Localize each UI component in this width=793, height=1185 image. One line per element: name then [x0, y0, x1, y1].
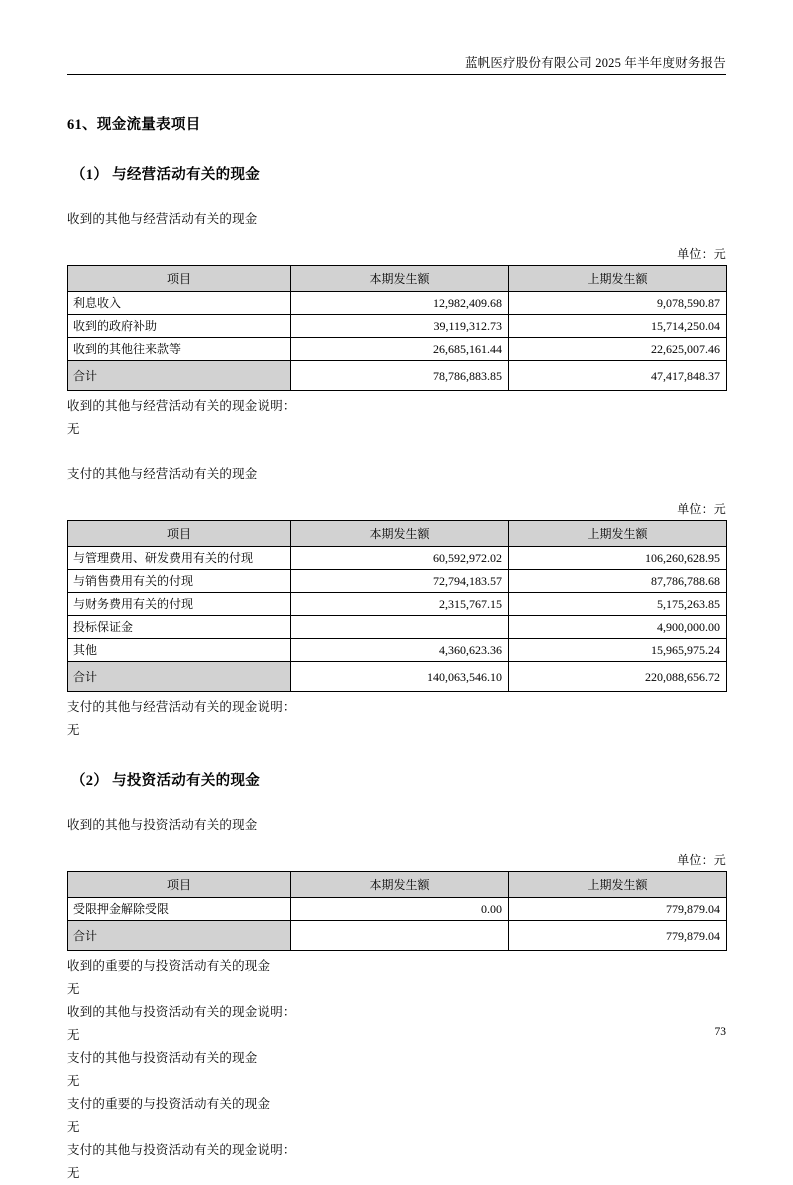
investing-note-0-label: 收到的重要的与投资活动有关的现金: [67, 959, 271, 973]
cell-previous: 87,786,788.68: [509, 570, 727, 593]
subsection-2-heading: （2） 与投资活动有关的现金: [71, 773, 261, 789]
table-row: [68, 639, 727, 662]
page-number: 73: [714, 1026, 726, 1038]
cell-current: 0.00: [291, 898, 509, 921]
cell-previous: 106,260,628.95: [509, 547, 727, 570]
cell-current-total: 140,063,546.10: [291, 662, 509, 692]
cell-current: 72,794,183.57: [291, 570, 509, 593]
table-total-row: [68, 361, 727, 391]
investing-received-unit: 单位：元: [677, 853, 726, 867]
investing-received-lead: 收到的其他与投资活动有关的现金: [67, 818, 258, 832]
cell-previous: 779,879.04: [509, 898, 727, 921]
table-header-row: [68, 521, 727, 547]
cell-item: 其他: [68, 639, 291, 662]
table-row: [68, 616, 727, 639]
cell-item: 收到的政府补助: [68, 315, 291, 338]
table-row: [68, 292, 727, 315]
cell-item: 投标保证金: [68, 616, 291, 639]
table-row: [68, 315, 727, 338]
cell-current-total: [291, 921, 509, 951]
table-row: [68, 570, 727, 593]
cell-previous: 22,625,007.46: [509, 338, 727, 361]
cell-previous: 4,900,000.00: [509, 616, 727, 639]
column-header-item: 项目: [68, 521, 291, 547]
investing-note-2-label: 支付的其他与投资活动有关的现金: [67, 1051, 258, 1065]
table-row: [68, 593, 727, 616]
cell-item: 受限押金解除受限: [68, 898, 291, 921]
column-header-previous: 上期发生额: [509, 872, 727, 898]
table-investing-received: [67, 871, 727, 951]
investing-note-3-value: 无: [67, 1120, 80, 1134]
cell-item: 利息收入: [68, 292, 291, 315]
cell-item-total: 合计: [68, 662, 291, 692]
operating-received-unit: 单位：元: [677, 247, 726, 261]
operating-paid-note-value: 无: [67, 723, 80, 737]
cell-current: 26,685,161.44: [291, 338, 509, 361]
column-header-previous: 上期发生额: [509, 521, 727, 547]
cell-item: 与销售费用有关的付现: [68, 570, 291, 593]
cell-current: [291, 616, 509, 639]
operating-received-note-label: 收到的其他与经营活动有关的现金说明：: [67, 399, 296, 413]
operating-paid-note-label: 支付的其他与经营活动有关的现金说明：: [67, 700, 296, 714]
operating-received-lead: 收到的其他与经营活动有关的现金: [67, 212, 258, 226]
running-header: 蓝帆医疗股份有限公司 2025 年半年度财务报告: [464, 56, 726, 70]
investing-note-1-label: 收到的其他与投资活动有关的现金说明：: [67, 1005, 296, 1019]
column-header-current: 本期发生额: [291, 266, 509, 292]
cell-previous: 5,175,263.85: [509, 593, 727, 616]
table-operating-paid: [67, 520, 727, 692]
investing-note-1-value: 无: [67, 1028, 80, 1042]
cell-current: 60,592,972.02: [291, 547, 509, 570]
subsection-1-heading: （1） 与经营活动有关的现金: [71, 167, 261, 183]
investing-note-0-value: 无: [67, 982, 80, 996]
investing-note-3-label: 支付的重要的与投资活动有关的现金: [67, 1097, 271, 1111]
cell-previous-total: 220,088,656.72: [509, 662, 727, 692]
table-row: [68, 898, 727, 921]
cell-previous-total: 47,417,848.37: [509, 361, 727, 391]
table-row: [68, 547, 727, 570]
cell-item-total: 合计: [68, 921, 291, 951]
column-header-item: 项目: [68, 872, 291, 898]
header-rule: [67, 74, 726, 75]
cell-previous-total: 779,879.04: [509, 921, 727, 951]
table-total-row: [68, 662, 727, 692]
column-header-current: 本期发生额: [291, 872, 509, 898]
cell-current: 4,360,623.36: [291, 639, 509, 662]
operating-paid-unit: 单位：元: [677, 502, 726, 516]
section-heading: 61、现金流量表项目: [67, 117, 201, 133]
cell-item: 与管理费用、研发费用有关的付现: [68, 547, 291, 570]
cell-item: 收到的其他往来款等: [68, 338, 291, 361]
page-content: [67, 100, 726, 1185]
table-total-row: [68, 921, 727, 951]
cell-current: 2,315,767.15: [291, 593, 509, 616]
column-header-item: 项目: [68, 266, 291, 292]
cell-previous: 9,078,590.87: [509, 292, 727, 315]
investing-note-4-label: 支付的其他与投资活动有关的现金说明：: [67, 1143, 296, 1157]
table-header-row: [68, 872, 727, 898]
cell-previous: 15,965,975.24: [509, 639, 727, 662]
column-header-current: 本期发生额: [291, 521, 509, 547]
table-operating-received: [67, 265, 727, 391]
cell-current: 39,119,312.73: [291, 315, 509, 338]
cell-current-total: 78,786,883.85: [291, 361, 509, 391]
cell-current: 12,982,409.68: [291, 292, 509, 315]
cell-item: 与财务费用有关的付现: [68, 593, 291, 616]
table-header-row: [68, 266, 727, 292]
cell-previous: 15,714,250.04: [509, 315, 727, 338]
operating-paid-lead: 支付的其他与经营活动有关的现金: [67, 467, 258, 481]
table-row: [68, 338, 727, 361]
operating-received-note-value: 无: [67, 422, 80, 436]
investing-note-2-value: 无: [67, 1074, 80, 1088]
investing-note-4-value: 无: [67, 1166, 80, 1180]
column-header-previous: 上期发生额: [509, 266, 727, 292]
cell-item-total: 合计: [68, 361, 291, 391]
